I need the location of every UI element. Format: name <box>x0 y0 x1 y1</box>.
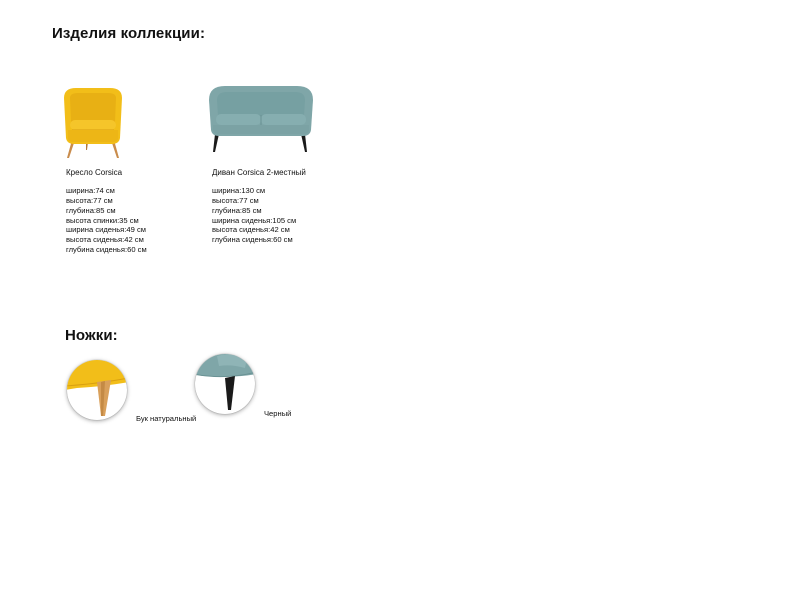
spec-line: высота сиденья:42 см <box>66 235 144 245</box>
collection-title: Изделия коллекции: <box>52 25 206 42</box>
legs-title: Ножки: <box>65 327 118 344</box>
spec-line: ширина:130 см <box>212 186 266 195</box>
spec-line: глубина:85 см <box>66 205 116 215</box>
armchair-name: Кресло Corsica <box>66 168 123 177</box>
spec-line: ширина сиденья:105 см <box>212 215 297 225</box>
spec-line: глубина сиденья:60 см <box>66 245 147 255</box>
black-leg-label: Черный <box>264 409 292 418</box>
spec-line: высота спинки:35 см <box>66 215 139 225</box>
spec-line: глубина:85 см <box>212 205 262 215</box>
beech-leg-image <box>67 360 127 420</box>
sofa-image <box>205 84 317 156</box>
sofa-specs <box>212 186 296 245</box>
beech-leg-label: Бук натуральный <box>136 414 197 423</box>
spec-line: высота сиденья:42 см <box>212 225 290 235</box>
black-leg-image <box>195 354 255 414</box>
armchair-specs <box>66 186 147 255</box>
spec-line: высота:77 см <box>212 195 259 205</box>
spec-line: ширина сиденья:49 см <box>66 225 146 235</box>
spec-line: ширина:74 см <box>66 186 115 195</box>
sofa-name: Диван Corsica 2-местный <box>212 168 306 177</box>
armchair-image <box>58 84 128 162</box>
spec-line: глубина сиденья:60 см <box>212 235 293 245</box>
spec-line: высота:77 см <box>66 195 113 205</box>
